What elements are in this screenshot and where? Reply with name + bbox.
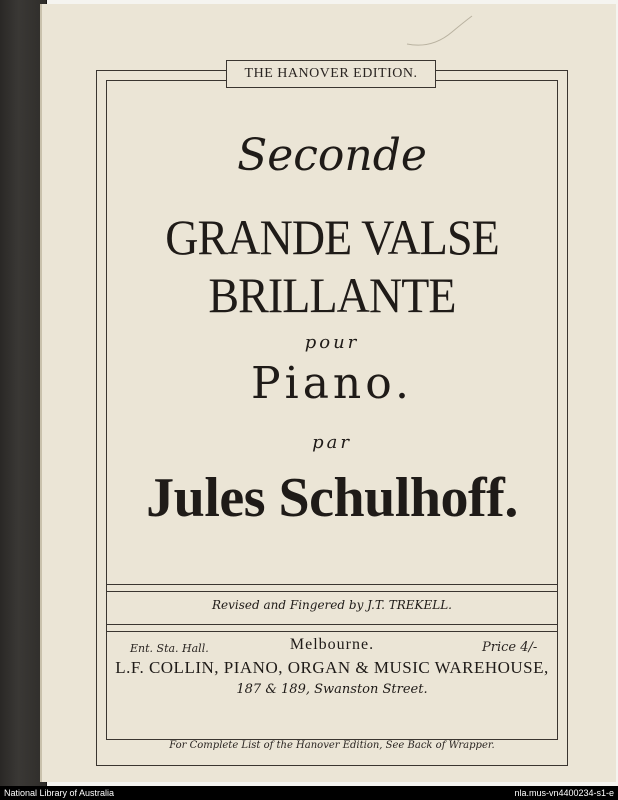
edition-label (226, 60, 436, 88)
divider-bottom-b (106, 631, 558, 632)
word-pour: pour (304, 332, 360, 353)
edition-text: THE HANOVER EDITION. (244, 66, 418, 81)
divider-top-a (106, 584, 558, 585)
divider-bottom-a (106, 624, 558, 625)
publisher-city: Melbourne. (289, 636, 375, 653)
entered-stationers-hall: Ent. Sta. Hall. (130, 642, 209, 655)
instrument-title: Piano. (251, 358, 413, 409)
pencil-mark (402, 14, 482, 54)
publisher-address: 187 & 189, Swanston Street. (236, 682, 428, 697)
credit-bar (0, 786, 618, 800)
title-seconde: Seconde (237, 130, 427, 181)
publisher-name: L.F. COLLIN, PIANO, ORGAN & MUSIC WAREHOUSE, (115, 658, 549, 677)
composer-name: Jules Schulhoff. (146, 467, 518, 529)
price-label: Price 4/- (482, 640, 538, 655)
title-main: GRANDE VALSE BRILLANTE (165, 209, 499, 323)
divider-top-b (106, 591, 558, 592)
library-credit: National Library of Australia (4, 788, 115, 798)
footer-note: For Complete List of the Hanover Edition, See Back of Wrapper. (169, 740, 495, 751)
word-par: par (312, 432, 352, 453)
item-identifier: nla.mus-vn4400234-s1-e (514, 788, 614, 798)
revised-line: Revised and Fingered by J.T. TREKELL. (211, 598, 452, 612)
